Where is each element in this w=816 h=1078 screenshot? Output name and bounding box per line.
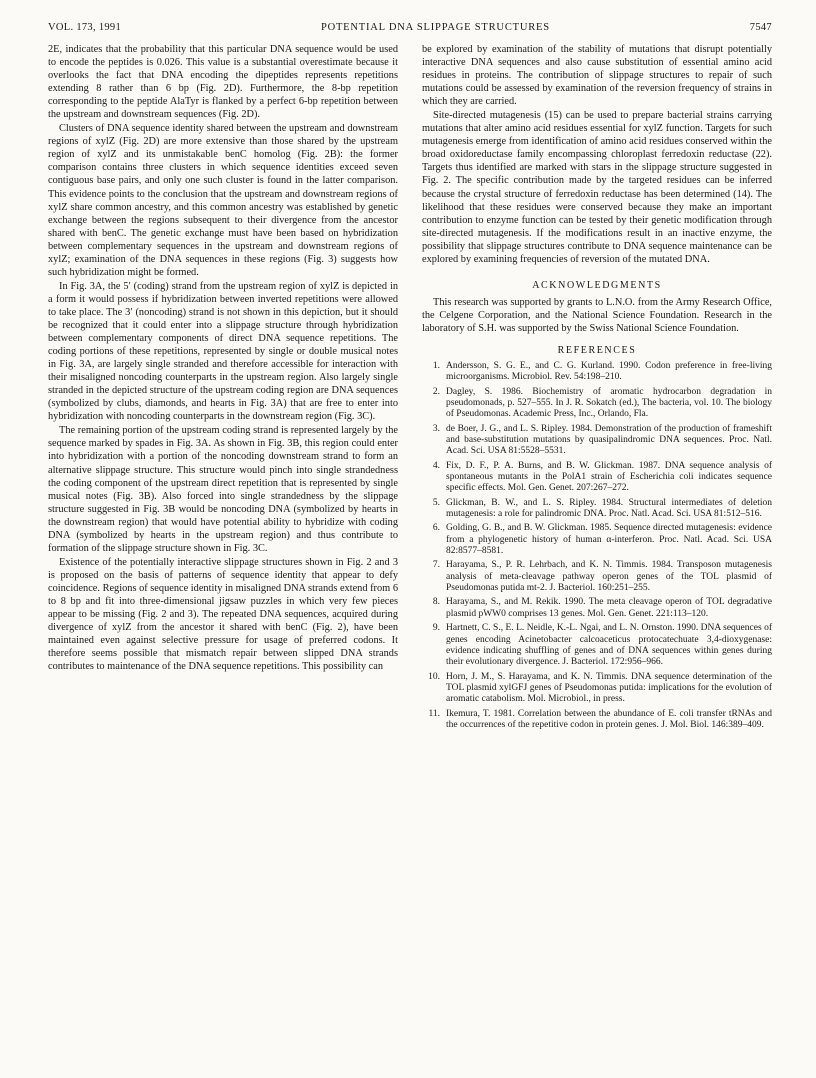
acknowledgments-text: This research was supported by grants to L.N.O. from the Army Research Office, the Celgene Corporation, and the National Science Foundation. Research in the laboratory of S.H. was supported by the Swiss National Science Foundation. [422,296,772,334]
body-paragraph: Existence of the potentially interactive slippage structures shown in Fig. 2 and 3 is proposed on the basis of patterns of sequence identity that appear to defy coincidence. Regions of sequence identity in misaligned DNA strands extend from 6 to 8 bp and fit into three-dimensional jigsaw puzzles in which very few pieces appear to be missing (Fig. 2 and 3). The repeated DNA sequences, acquired during divergence of xylZ from the ancestor it shared with benC (Fig. 2), have been maintained even against selective pressure for usage of preferred codons. It therefore seems possible that mismatch repair between slipped DNA strands contributes to maintenance of the DNA sequence repetitions. This possibility can [48,556,398,673]
body-paragraph: The remaining portion of the upstream coding strand is represented largely by the sequence marked by spades in Fig. 3A. As shown in Fig. 3B, this region could enter into hybridization with a portion of the noncoding downstream strand to form an alternative slippage structure. This structure would pinch into single strandedness the coding component of the upstream direct repetition that is represented by single musical notes (Fig. 3B). Also forced into single strandedness by the slippage structure suggested in Fig. 3B would be noncoding DNA (symbolized by hearts in the downstream region) that would have potential ability to hybridize with coding DNA (symbolized by hearts in the upstream region) and thus contribute to formation of the slippage structure shown in Fig. 3C. [48,425,398,554]
reference-item [422,709,772,732]
running-title: POTENTIAL DNA SLIPPAGE STRUCTURES [320,22,550,33]
reference-number: 7. [432,560,440,571]
volume-year: VOL. 173, 1991 [48,22,122,33]
body-paragraph: Clusters of DNA sequence identity shared between the upstream and downstream regions of xylZ (Fig. 2D) are more extensive than those shared by the upstream region of xylZ and its unmistakable benC homolog (Fig. 2B): the former comparison contains three clusters in which sequence identities exceed seven contiguous base pairs, and only one such cluster is found in the latter comparison. This evidence points to the conclusion that the upstream and downstream regions of xylZ share common ancestry, and this common ancestry was established by genetic exchange between the regions subsequent to their divergence from the ancestor shared with benC. The genetic exchange must have been based on hybridization between complementary sequences in the upstream and downstream regions of xylZ; examination of the DNA sequences in these regions (Fig. 3) suggests how such hybridization might be formed. [48,123,398,278]
body-paragraph: Site-directed mutagenesis (15) can be used to prepare bacterial strains carrying mutations that alter amino acid residues essential for xylZ function. Targets for such mutagenesis emerge from identification of amino acid residues conserved within the broad oxidoreductase family encompassing chloroplast ferredoxin reductase (22). Targets thus identified are marked with stars in the slippage structure suggested in Fig. 2. The specific contribution made by the targeted residues can be inferred because the crystal structure of ferredoxin reductase has been determined (14). The likelihood that these residues were conserved because they make an important contribution to enzyme function can be tested by their genetic modification through site-directed mutagenesis. If the modifications result in an inactive enzyme, the possibility that slippage structures contribute to DNA sequence maintenance can be explored by examining frequencies of reversion of the mutated DNA. [422,110,772,265]
reference-number: 10. [428,671,440,682]
reference-number: 2. [432,386,440,397]
reference-text: Ikemura, T. 1981. Correlation between the abundance of E. coli transfer tRNAs and the occurrences of the repetitive codon in protein genes. J. Mol. Biol. 146:389–409. [446,708,772,730]
reference-item [422,498,772,521]
reference-number: 11. [428,708,440,719]
reference-number: 4. [432,460,440,471]
reference-text: Harayama, S., and M. Rekik. 1990. The meta cleavage operon of TOL degradative plasmid pWW0 comprises 13 genes. Mol. Gen. Genet. 221:113–120. [446,597,772,619]
reference-text: Glickman, B. W., and L. S. Ripley. 1984. Structural intermediates of deletion mutagenesis: a role for palindromic DNA. Proc. Natl. Acad. Sci. USA 81:512–516. [446,497,772,520]
reference-text: Andersson, S. G. E., and C. G. Kurland. 1990. Codon preference in free-living microorganisms. Microbiol. Rev. 54:198–210. [446,360,772,383]
reference-item [422,523,772,557]
body-paragraph: 2E, indicates that the probability that this particular DNA sequence would be used to encode the peptides is 0.026. This value is a substantial overestimate because it overlooks the fact that DNA encoding the dipeptides represents repetitions extending 8 rather than 6 bp (Fig. 2D). Furthermore, the 8-bp repetition corresponding to the peptide AlaTyr is flanked by a perfect 6-bp repetition between the upstream and downstream sequences (Fig. 2D). [48,44,398,121]
reference-number: 1. [432,360,440,371]
reference-text: Harayama, S., P. R. Lehrbach, and K. N. Timmis. 1984. Transposon mutagenesis analysis of meta-cleavage pathway operon genes of the TOL plasmid of Pseudomonas putida mt-2. J. Bacteriol. 160:251–255. [446,560,772,594]
left-column [48,43,398,734]
page-number: 7547 [749,22,772,33]
two-column-body [48,43,772,734]
reference-number: 8. [432,597,440,608]
reference-text: Hartnett, C. S., E. L. Neidle, K.-L. Ngai, and L. N. Ornston. 1990. DNA sequences of genes encoding Acinetobacter calcoaceticus protocatechuate 3,4-dioxygenase: evidence indicating shuffling of genes and of DNA sequences within genes during their evolutionary divergence. J. Bacteriol. 172:956–966. [446,623,772,668]
reference-number: 5. [432,497,440,508]
body-paragraph: be explored by examination of the stability of mutations that disrupt potentially interactive DNA sequences and also cause substitution of essential amino acid residues in proteins. The contribution of slippage structures to repair of such mutations could be assessed by examination of the reversion frequency of strains in which they are carried. [422,44,772,108]
running-header [48,22,772,33]
reference-item [422,560,772,594]
reference-text: Fix, D. F., P. A. Burns, and B. W. Glickman. 1987. DNA sequence analysis of spontaneous mutants in the PolA1 strain of Escherichia coli indicates sequence specific effects. Mol. Gen. Genet. 207:267–272. [446,460,772,494]
reference-item [422,387,772,421]
reference-text: Golding, G. B., and B. W. Glickman. 1985. Sequence directed mutagenesis: evidence from a phylogenetic history of human α-interferon. Proc. Natl. Acad. Sci. USA 82:8577–8581. [446,523,772,557]
reference-item [422,461,772,495]
reference-text: Horn, J. M., S. Harayama, and K. N. Timmis. DNA sequence determination of the TOL plasmid xylGFJ genes of Pseudomonas putida: implications for the evolution of aromatic catabolism. Mol. Microbiol., in press. [446,671,772,705]
reference-number: 6. [432,523,440,534]
reference-item [422,623,772,668]
reference-text: de Boer, J. G., and L. S. Ripley. 1984. Demonstration of the production of frameshift and base-substitution mutations by quasipalindromic DNA sequences. Proc. Natl. Acad. Sci. USA 81:5528–5531. [446,423,772,457]
acknowledgments-heading: ACKNOWLEDGMENTS [532,279,662,291]
reference-text: Dagley, S. 1986. Biochemistry of aromatic hydrocarbon degradation in pseudomonads, p. 527–555. In J. R. Sokatch (ed.), The bacteria, vol. 10. The biology of Pseudomonas. Academic Press, Inc., Orlando, Fla. [446,386,772,420]
reference-item [422,672,772,706]
reference-number: 3. [432,423,440,434]
reference-item [422,361,772,384]
reference-item [422,597,772,620]
reference-item [422,424,772,458]
reference-list [422,361,772,731]
reference-number: 9. [432,623,440,634]
right-column [422,43,772,734]
body-paragraph: In Fig. 3A, the 5′ (coding) strand from the upstream region of xylZ is depicted in a form it would possess if hybridization between inverted repetitions were allowed to take place. The 3′ (noncoding) strand is not shown in this depiction, but it should be recognized that it could enter into a slippage structure through hybridization between complementary components of direct DNA sequence repetitions. The coding portions of these repetitions, represented by single or double musical notes in Fig. 3A, are largely single stranded and therefore accessible for interaction with their misaligned noncoding counterparts in the upstream region. Also largely single stranded in the depicted structure of the upstream coding region are DNA sequences (symbolized by clubs, diamonds, and hearts in Fig. 3A) that are free to enter into hybridization with noncoding counterparts in the downstream region (Fig. 3C). [48,280,398,423]
references-heading: REFERENCES [557,344,637,356]
